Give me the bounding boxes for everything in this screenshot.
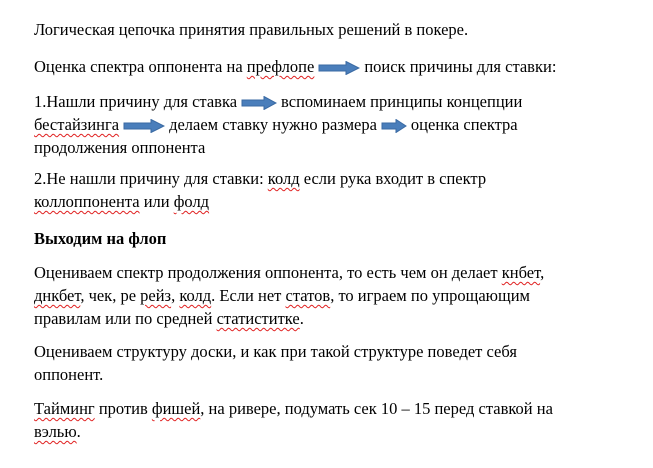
misspelled-word: коллоппонента bbox=[34, 192, 140, 211]
misspelled-word: бестайзинга bbox=[34, 115, 120, 134]
document-title: Логическая цепочка принятия правильных решений в покере. bbox=[34, 20, 469, 39]
misspelled-word: колд bbox=[179, 286, 212, 305]
section-heading-flop: Выходим на флоп bbox=[34, 229, 167, 248]
misspelled-word: кнбет bbox=[501, 263, 541, 282]
misspelled-word: днкбет bbox=[34, 286, 81, 305]
misspelled-word: рейз bbox=[140, 286, 172, 305]
misspelled-word: статиститке bbox=[216, 309, 300, 328]
text-segment: продолжения оппонента bbox=[34, 138, 206, 157]
text-segment: или bbox=[139, 192, 174, 211]
text-segment: Оценка спектра оппонента на bbox=[34, 57, 247, 76]
text-segment: , на ривере, подумать сек 10 – 15 перед ставкой на bbox=[200, 399, 553, 418]
text-segment: если рука входит в спектр bbox=[299, 169, 487, 188]
text-segment: правилам или по средней bbox=[34, 309, 217, 328]
text-segment: Оцениваем спектр продолжения оппонента, то есть чем он делает bbox=[34, 263, 502, 282]
text-segment: поиск причины для ставки: bbox=[364, 57, 557, 76]
text-segment: делаем ставку нужно размера bbox=[169, 115, 377, 134]
text-segment: вспоминаем принципы концепции bbox=[281, 92, 523, 111]
paragraph-reason-found bbox=[34, 90, 522, 159]
arrow-right-icon bbox=[241, 96, 277, 110]
text-segment: 2.Не нашли причину для ставки: bbox=[34, 169, 268, 188]
paragraph-reason-not-found bbox=[34, 167, 486, 213]
text-segment: 1.Нашли причину для ставка bbox=[34, 92, 238, 111]
paragraph-continuation-range bbox=[34, 261, 544, 330]
text-segment: , bbox=[171, 286, 180, 305]
paragraph-timing bbox=[34, 397, 553, 443]
text-segment: , bbox=[540, 263, 545, 282]
arrow-right-icon bbox=[123, 119, 165, 133]
text-segment: оппонент. bbox=[34, 365, 104, 384]
text-segment: Оцениваем структуру доски, и как при такой структуре поведет себя bbox=[34, 342, 517, 361]
text-segment: . bbox=[76, 422, 81, 441]
paragraph-preflop-evaluation bbox=[34, 55, 556, 78]
text-segment: . bbox=[299, 309, 304, 328]
misspelled-word: статов bbox=[285, 286, 331, 305]
arrow-right-icon bbox=[318, 61, 360, 75]
misspelled-word: фолд bbox=[173, 192, 210, 211]
paragraph-board-structure bbox=[34, 340, 517, 386]
text-segment: против bbox=[94, 399, 152, 418]
misspelled-word: Тайминг bbox=[34, 399, 95, 418]
text-segment: , чек, ре bbox=[80, 286, 141, 305]
text-segment: оценка спектра bbox=[410, 115, 518, 134]
text-segment: . Если нет bbox=[211, 286, 286, 305]
arrow-right-icon bbox=[381, 119, 407, 133]
misspelled-word: вэлью bbox=[34, 422, 77, 441]
text-segment: , то играем по упрощающим bbox=[330, 286, 530, 305]
misspelled-word: колд bbox=[267, 169, 300, 188]
misspelled-word: префлопе bbox=[246, 57, 315, 76]
misspelled-word: фишей bbox=[151, 399, 201, 418]
